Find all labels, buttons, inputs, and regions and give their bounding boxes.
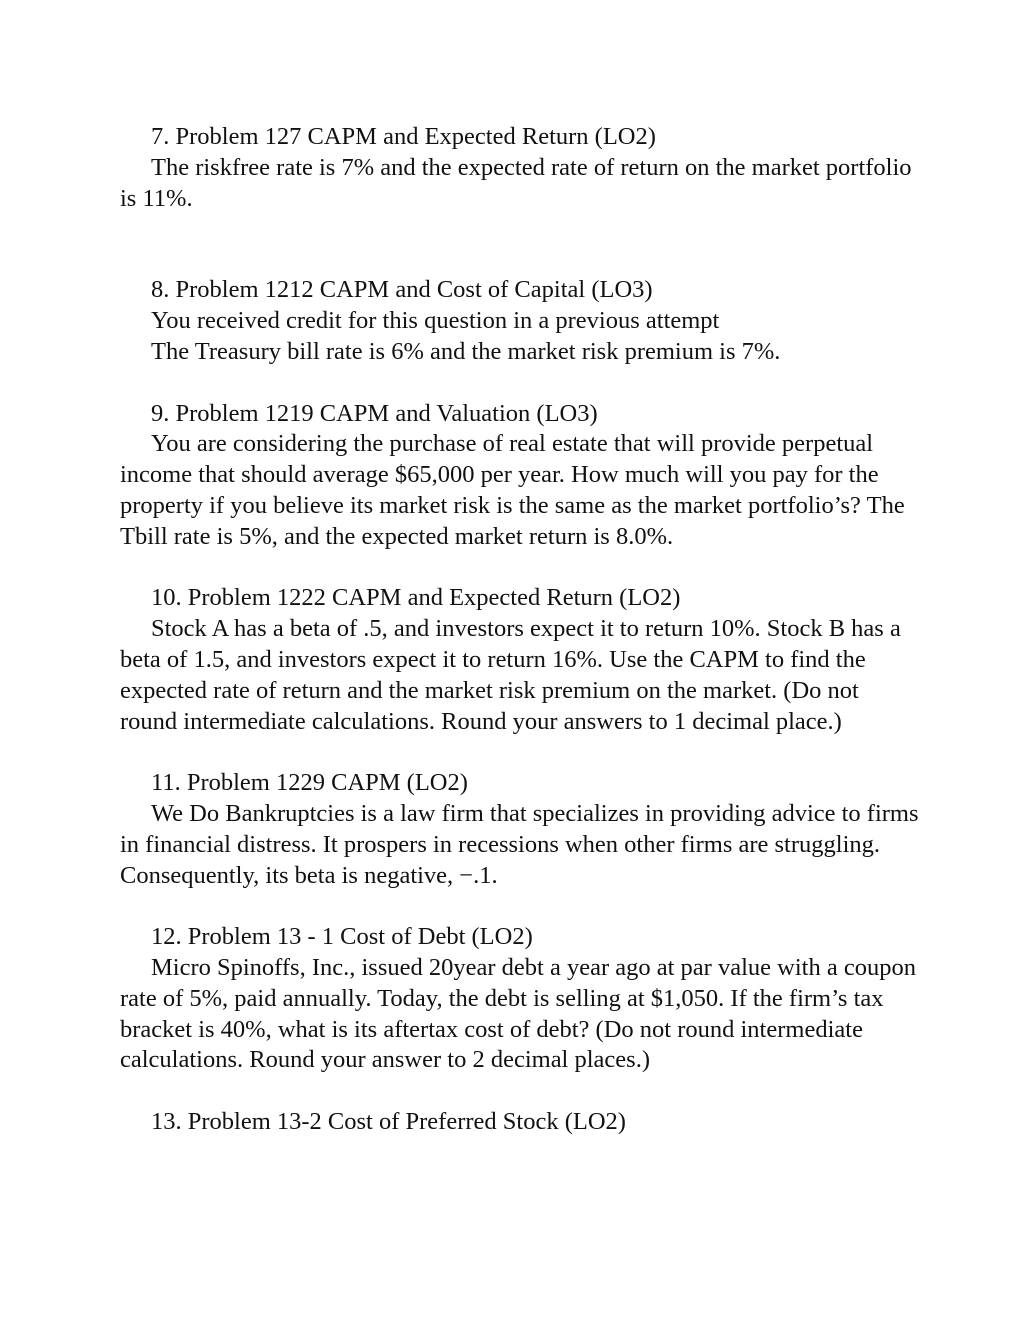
problem-11: [120, 768, 920, 891]
problem-heading: 8. Problem 1212 CAPM and Cost of Capital (LO3): [151, 276, 653, 304]
problem-9: [120, 399, 920, 553]
problem-heading: 7. Problem 127 CAPM and Expected Return (LO2): [151, 123, 656, 150]
problem-7: [120, 122, 920, 214]
document-page: [120, 122, 920, 1138]
problem-10: [120, 583, 920, 737]
problem-8: [120, 275, 920, 367]
problem-heading: 10. Problem 1222 CAPM and Expected Return (LO2): [151, 584, 681, 612]
problem-heading: 9. Problem 1219 CAPM and Valuation (LO3): [151, 399, 598, 427]
credit-notice: You received credit for this question in a previous attempt: [151, 307, 720, 335]
problem-text: We Do Bankruptcies is a law firm that specializes in providing advice to firms in financial distress. It prospers in recessions when other firms are struggling. Consequently, its beta is negative, −.1.: [120, 799, 919, 889]
problem-text: Micro Spinoffs, Inc., issued 20year debt a year ago at par value with a coupon rate of 5%, paid annually. Today, the debt is selling at $1,050. If the firm’s tax bracket is 40%, what is its aftertax cost of debt? (Do not round intermediate calculations. Round your answer to 2 decimal places.): [120, 953, 916, 1074]
problem-text: The Treasury bill rate is 6% and the market risk premium is 7%.: [151, 337, 781, 365]
problem-heading: 13. Problem 13-2 Cost of Preferred Stock (LO2): [151, 1107, 626, 1135]
problem-text: You are considering the purchase of real estate that will provide perpetual income that should average $65,000 per year. How much will you pay for the property if you believe its market risk is the same as the market portfolio’s? The Tbill rate is 5%, and the expected market return is 8.0%.: [120, 430, 905, 550]
problem-12: [120, 922, 920, 1076]
problem-text: Stock A has a beta of .5, and investors expect it to return 10%. Stock B has a beta of 1.5, and investors expect it to return 16%. Use the CAPM to find the expected rate of return and the market risk premium on the market. (Do not round intermediate calculations. Round your answers to 1 decimal place.): [120, 615, 901, 735]
problem-heading: 11. Problem 1229 CAPM (LO2): [151, 769, 468, 797]
problem-13: [120, 1107, 920, 1138]
problem-heading: 12. Problem 13 - 1 Cost of Debt (LO2): [151, 923, 533, 951]
problem-text: The riskfree rate is 7% and the expected rate of return on the market portfolio is 11%.: [120, 153, 912, 212]
